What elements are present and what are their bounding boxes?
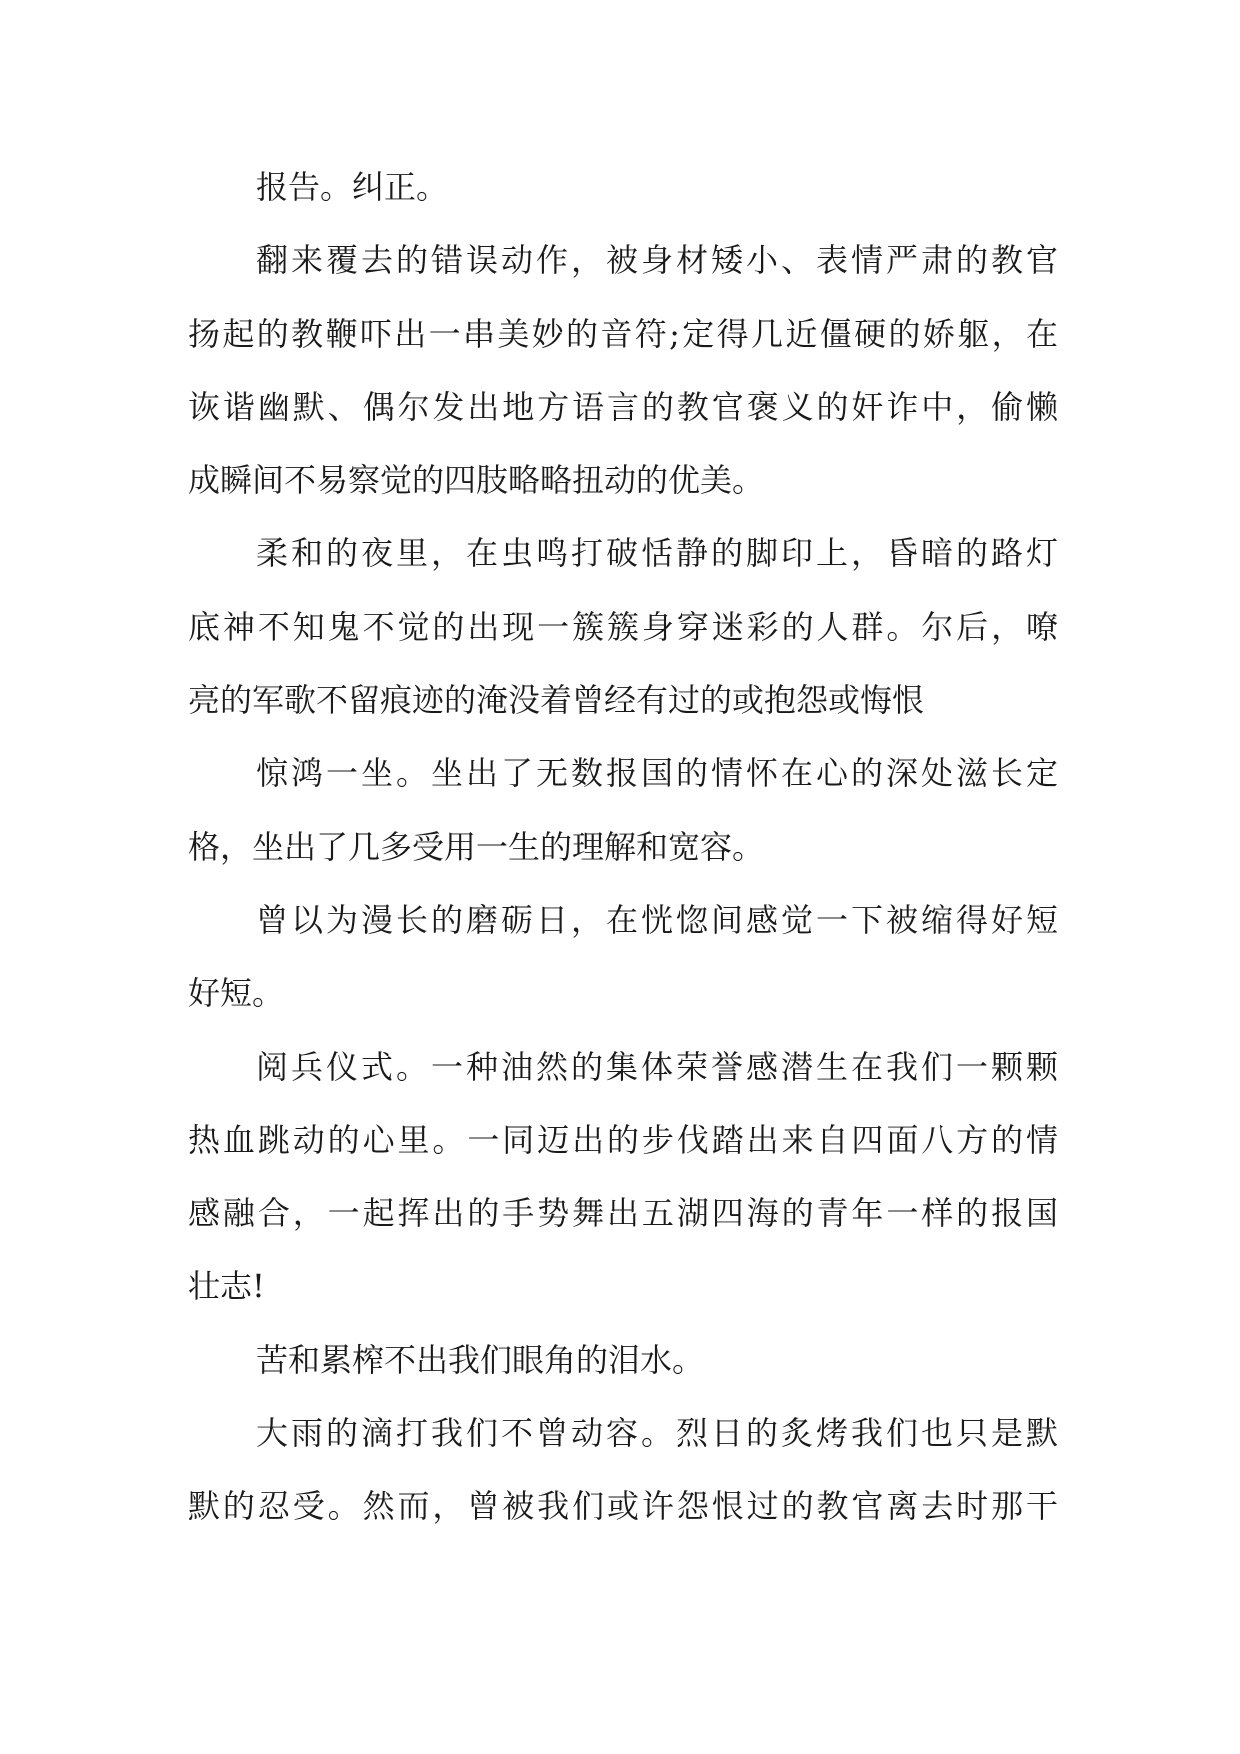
- text-line: 柔和的夜里，在虫鸣打破恬静的脚印上，昏暗的路灯: [256, 534, 1058, 573]
- text-line: 诙谐幽默、偶尔发出地方语言的教官褒义的奸诈中，偷懒: [188, 387, 1058, 426]
- text-line: 大雨的滴打我们不曾动容。烈日的炙烤我们也只是默: [256, 1414, 1058, 1453]
- text-line: 热血跳动的心里。一同迈出的步伐踏出来自四面八方的情: [188, 1120, 1058, 1159]
- document-body: [188, 167, 1058, 1560]
- text-line: 壮志!: [188, 1267, 265, 1306]
- paragraph-2: [188, 240, 1058, 533]
- text-line: 惊鸿一坐。坐出了无数报国的情怀在心的深处滋长定: [256, 754, 1058, 793]
- paragraph-7: [188, 1340, 1058, 1413]
- text-line: 苦和累榨不出我们眼角的泪水。: [256, 1340, 705, 1379]
- paragraph-3: [188, 533, 1058, 753]
- text-line: 感融合，一起挥出的手势舞出五湖四海的青年一样的报国: [188, 1194, 1058, 1233]
- paragraph-4: [188, 753, 1058, 900]
- text-line: 底神不知鬼不觉的出现一簇簇身穿迷彩的人群。尔后，嘹: [188, 607, 1058, 646]
- text-line: 成瞬间不易察觉的四肢略略扭动的优美。: [188, 461, 765, 500]
- paragraph-5: [188, 900, 1058, 1047]
- text-line: 好短。: [188, 974, 285, 1013]
- text-line: 格，坐出了几多受用一生的理解和宽容。: [188, 827, 765, 866]
- text-line: 扬起的教鞭吓出一串美妙的音符;定得几近僵硬的娇躯，在: [188, 314, 1058, 353]
- text-line: 阅兵仪式。一种油然的集体荣誉感潜生在我们一颗颗: [256, 1047, 1058, 1086]
- text-line: 亮的军歌不留痕迹的淹没着曾经有过的或抱怨或悔恨: [188, 681, 925, 720]
- paragraph-6: [188, 1047, 1058, 1340]
- text-line: 默的忍受。然而，曾被我们或许怨恨过的教官离去时那干: [188, 1487, 1058, 1526]
- paragraph-8: [188, 1413, 1058, 1560]
- text-line: 报告。纠正。: [256, 168, 449, 206]
- text-line: 翻来覆去的错误动作，被身材矮小、表情严肃的教官: [256, 241, 1058, 280]
- paragraph-1: [188, 167, 1058, 240]
- text-line: 曾以为漫长的磨砺日，在恍惚间感觉一下被缩得好短: [256, 900, 1058, 939]
